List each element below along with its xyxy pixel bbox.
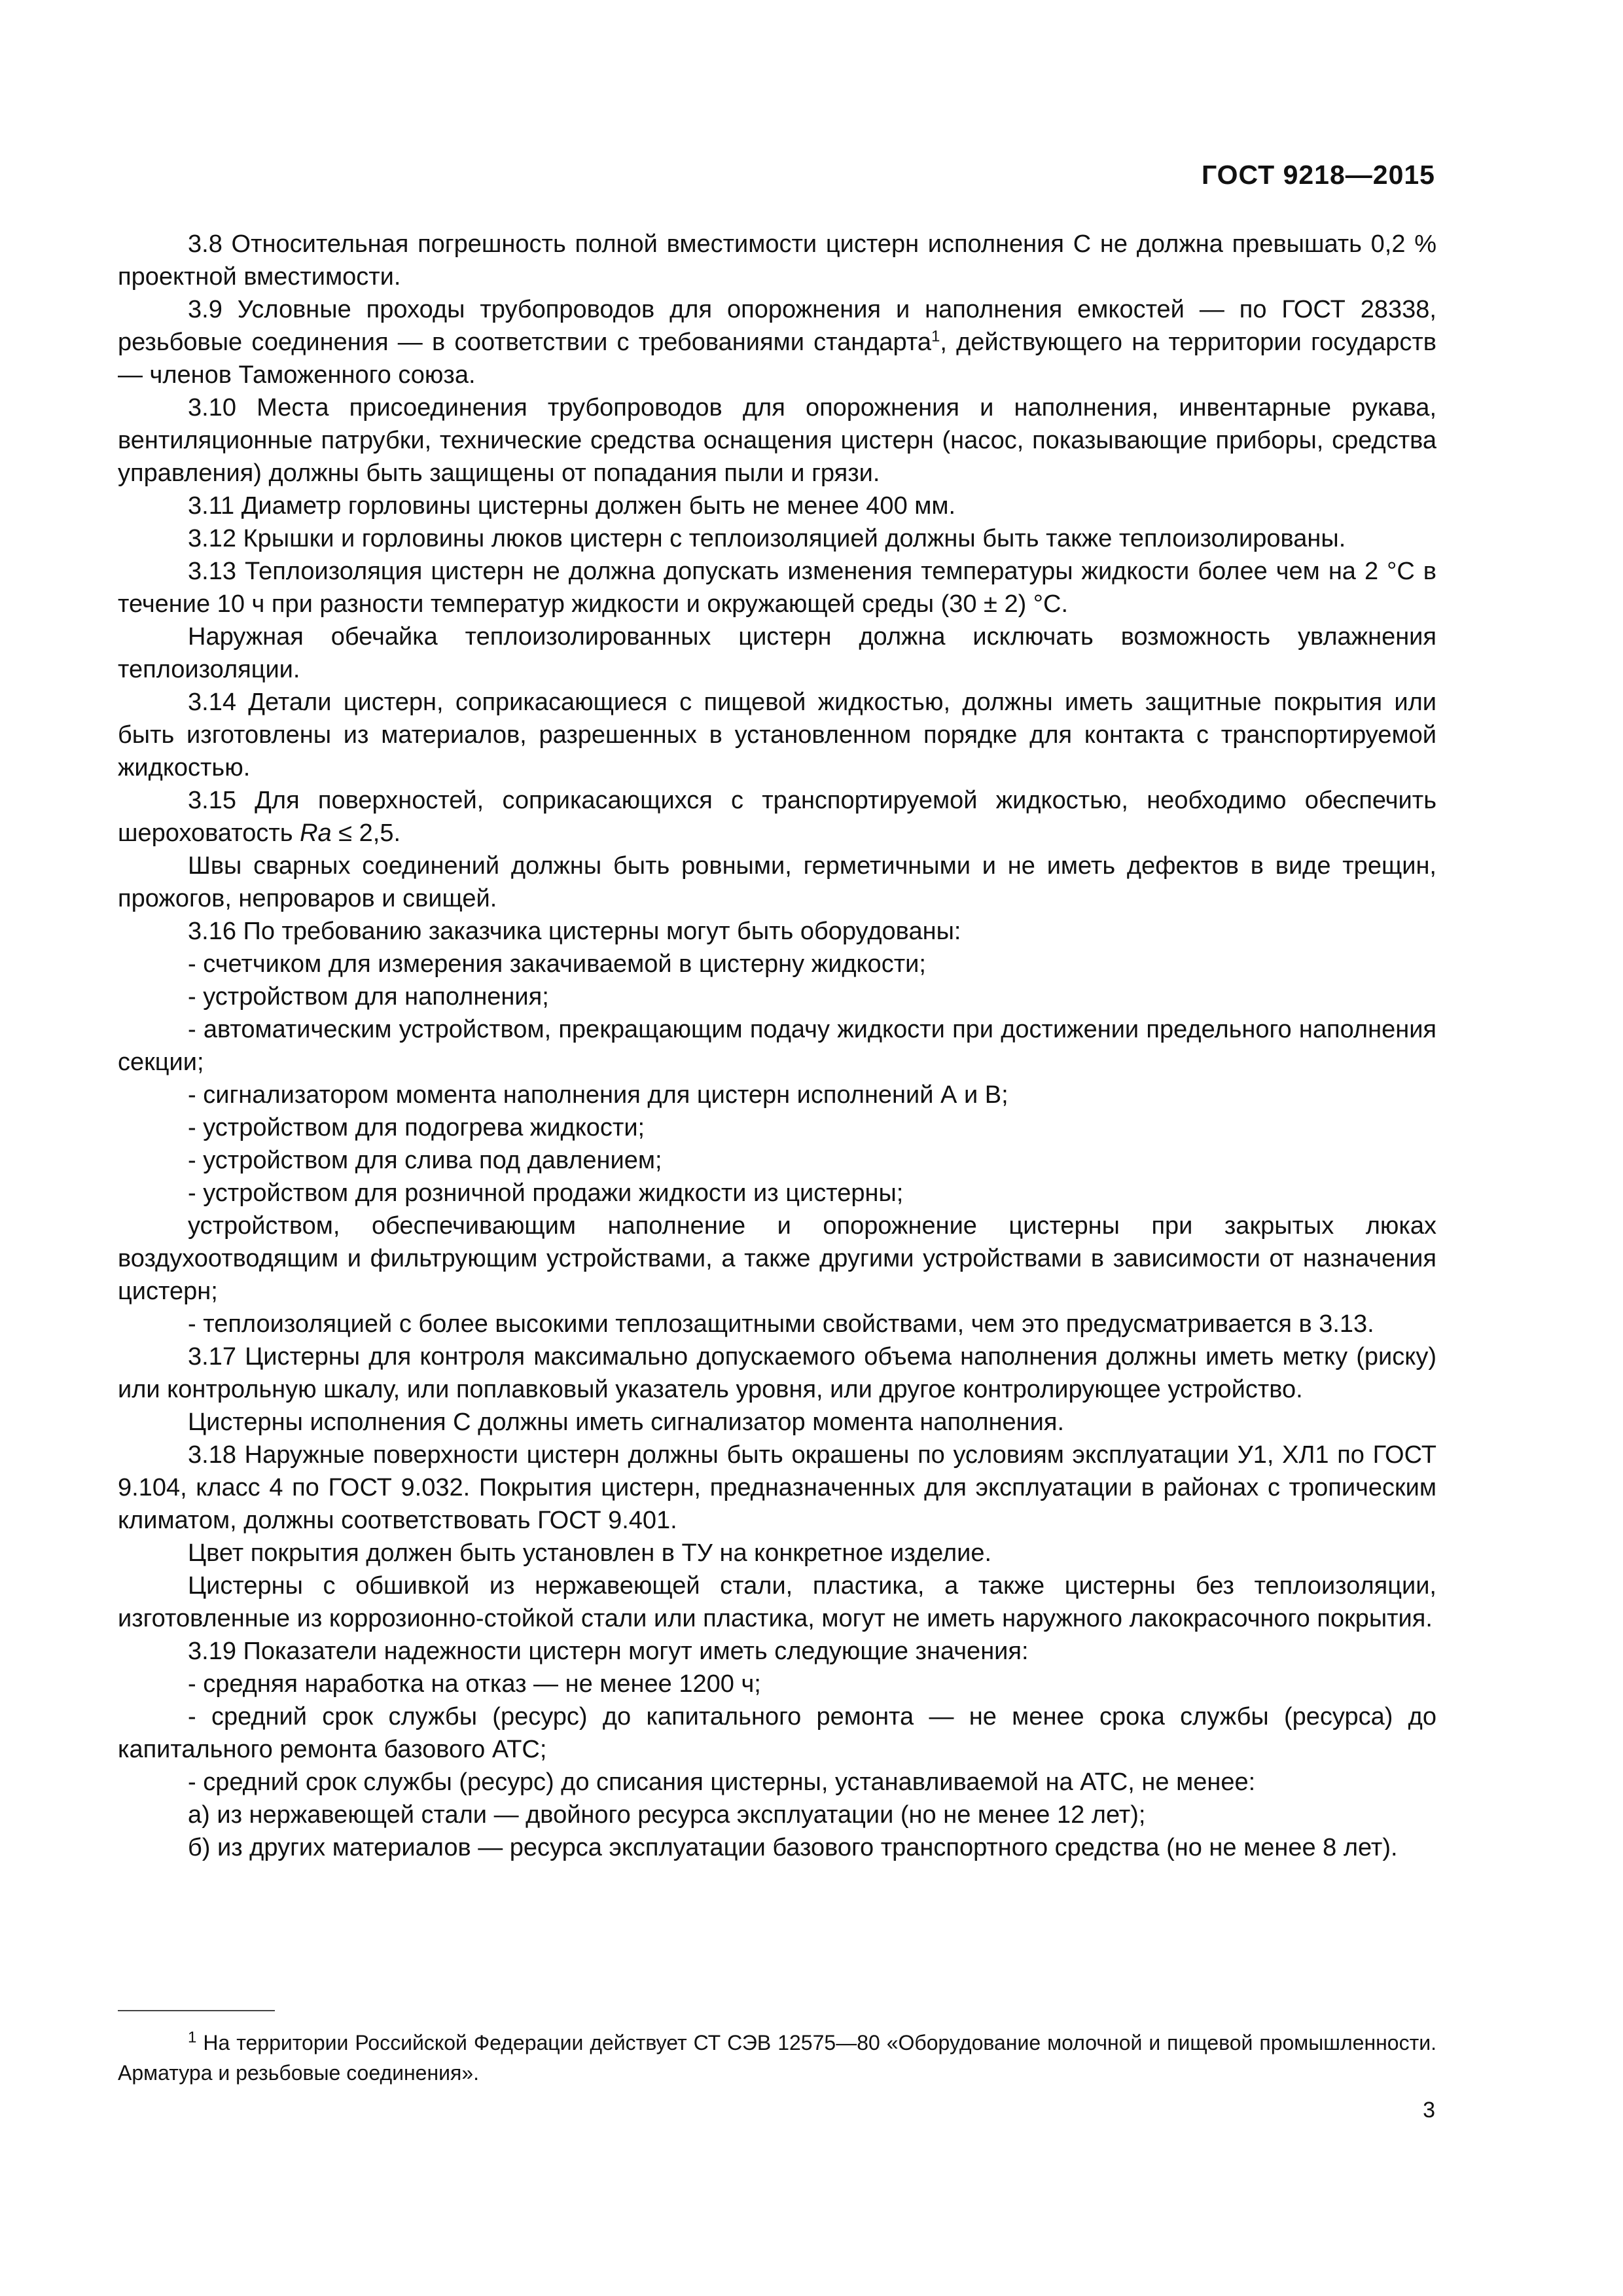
- footnote: [118, 2028, 1436, 2088]
- paragraph: Наружная обечайка теплоизолированных цистерн должна исключать возможность увлажнения теплоизоляции.: [118, 623, 1436, 683]
- list-item: - устройством для подогрева жидкости;: [188, 1114, 645, 1141]
- page-number: 3: [1423, 2098, 1435, 2123]
- paragraph: 3.19 Показатели надежности цистерн могут иметь следующие значения:: [188, 1638, 1029, 1665]
- list-item: а) из нержавеющей стали — двойного ресурса эксплуатации (но не менее 12 лет);: [188, 1801, 1146, 1829]
- footnote-separator: [118, 2010, 275, 2011]
- list-item: - теплоизоляцией с более высокими теплозащитными свойствами, чем это предусматривается в 3.13.: [188, 1310, 1374, 1338]
- paragraph: Цистерны исполнения С должны иметь сигнализатор момента наполнения.: [188, 1408, 1065, 1436]
- footnote-ref: 1: [931, 327, 940, 346]
- list-item: - средняя наработка на отказ — не менее 1200 ч;: [188, 1670, 761, 1698]
- list-item: - устройством для розничной продажи жидкости из цистерны;: [188, 1179, 904, 1207]
- paragraph: 3.13 Теплоизоляция цистерн не должна допускать изменения температуры жидкости более чем на 2 °С в течение 10 ч при разности температур жидкости и окружающей среды (30 ± 2) °С.: [118, 558, 1436, 618]
- document-header: ГОСТ 9218—2015: [1201, 160, 1435, 190]
- list-item: - счетчиком для измерения закачиваемой в цистерну жидкости;: [188, 950, 926, 978]
- list-item: - сигнализатором момента наполнения для цистерн исполнений А и В;: [188, 1081, 1008, 1109]
- paragraph-text: 3.15 Для поверхностей, соприкасающихся с транспортируемой жидкостью, необходимо обеспечить шероховатость: [118, 787, 1436, 847]
- list-item: - средний срок службы (ресурс) до капитального ремонта — не менее срока службы (ресурса) до капитального ремонта базового АТС;: [118, 1703, 1436, 1763]
- document-body: [118, 228, 1436, 1864]
- paragraph: 3.8 Относительная погрешность полной вместимости цистерн исполнения С не должна превышать 0,2 % проектной вместимости.: [118, 230, 1436, 291]
- list-item: - устройством для наполнения;: [188, 983, 549, 1011]
- roughness-symbol: Ra: [300, 819, 332, 847]
- paragraph: Цистерны с обшивкой из нержавеющей стали, пластика, а также цистерны без теплоизоляции, изготовленные из коррозионно-стойкой стали или пластика, могут не иметь наружного лакокрасочного покрытия.: [118, 1572, 1436, 1632]
- paragraph-text: 3.9 Условные проходы трубопроводов для опорожнения и наполнения емкостей — по ГОСТ 28338, резьбовые соединения — в соответствии с требованиями стандарта: [118, 296, 1436, 356]
- paragraph: 3.10 Места присоединения трубопроводов для опорожнения и наполнения, инвентарные рукава, вентиляционные патрубки, технические средства оснащения цистерн (насос, показывающие приборы, средства управления) должны быть защищены от попадания пыли и грязи.: [118, 394, 1436, 487]
- footnote-number: 1: [188, 2028, 197, 2047]
- paragraph: 3.16 По требованию заказчика цистерны могут быть оборудованы:: [188, 918, 961, 945]
- list-item: - устройством для слива под давлением;: [188, 1147, 662, 1174]
- paragraph: 3.12 Крышки и горловины люков цистерн с теплоизоляцией должны быть также теплоизолированы.: [188, 525, 1346, 552]
- paragraph-text: , действующего на территории государств — членов Таможенного союза.: [118, 329, 1436, 389]
- list-item: - средний срок службы (ресурс) до списания цистерны, устанавливаемой на АТС, не менее:: [188, 1768, 1256, 1796]
- paragraph: 3.18 Наружные поверхности цистерн должны быть окрашены по условиям эксплуатации У1, ХЛ1 по ГОСТ 9.104, класс 4 по ГОСТ 9.032. Покрытия цистерн, предназначенных для эксплуатации в районах с тропическим климатом, должны соответствовать ГОСТ 9.401.: [118, 1441, 1436, 1534]
- paragraph: Швы сварных соединений должны быть ровными, герметичными и не иметь дефектов в виде трещин, прожогов, непроваров и свищей.: [118, 852, 1436, 912]
- paragraph: 3.11 Диаметр горловины цистерны должен быть не менее 400 мм.: [188, 492, 956, 520]
- paragraph: [118, 293, 1436, 391]
- footnote-text: На территории Российской Федерации действует СТ СЭВ 12575—80 «Оборудование молочной и пищевой промышленности. Арматура и резьбовые соединения».: [118, 2031, 1437, 2085]
- paragraph: Цвет покрытия должен быть установлен в ТУ на конкретное изделие.: [188, 1539, 992, 1567]
- list-item: б) из других материалов — ресурса эксплуатации базового транспортного средства (но не менее 8 лет).: [188, 1834, 1398, 1861]
- list-item: устройством, обеспечивающим наполнение и опорожнение цистерны при закрытых люках воздухоотводящим и фильтрующим устройствами, а также другими устройствами в зависимости от назначения цистерн;: [118, 1212, 1436, 1305]
- paragraph: 3.14 Детали цистерн, соприкасающиеся с пищевой жидкостью, должны иметь защитные покрытия или быть изготовлены из материалов, разрешенных в установленном порядке для контакта с транспортируемой жидкостью.: [118, 689, 1436, 781]
- roughness-value: ≤ 2,5.: [331, 819, 401, 847]
- paragraph: 3.17 Цистерны для контроля максимально допускаемого объема наполнения должны иметь метку (риску) или контрольную шкалу, или поплавковый указатель уровня, или другое контролирующее устройство.: [118, 1343, 1436, 1403]
- list-item: - автоматическим устройством, прекращающим подачу жидкости при достижении предельного наполнения секции;: [118, 1016, 1436, 1076]
- paragraph: [118, 784, 1436, 850]
